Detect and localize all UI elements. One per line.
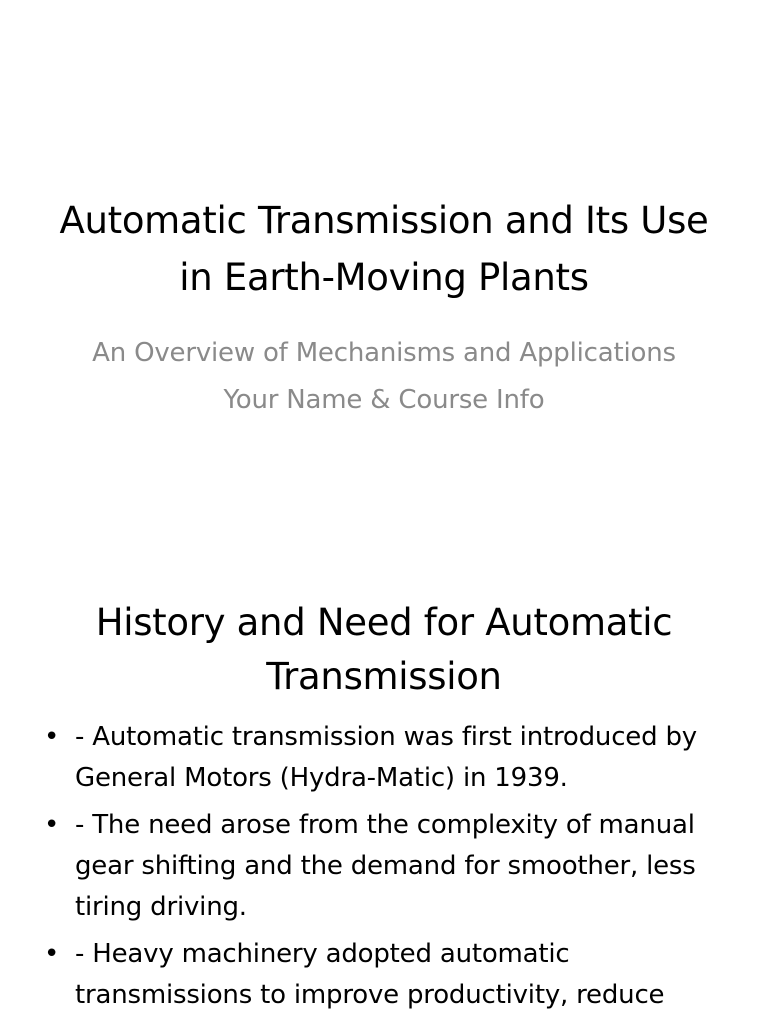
history-slide	[0, 576, 768, 1024]
subtitle-line: An Overview of Mechanisms and Applications	[92, 338, 676, 368]
author-line: Your Name & Course Info	[223, 385, 545, 415]
bullet-text: - Heavy machinery adopted automatic transmissions to improve productivity, reduce	[75, 939, 665, 1010]
bullet-item	[40, 805, 730, 928]
bullet-item	[40, 717, 730, 799]
bullet-item	[40, 934, 730, 1016]
bullet-icon: •	[44, 939, 60, 969]
bullet-text: - The need arose from the complexity of manual gear shifting and the demand for smoother, less tiring driving.	[75, 810, 696, 922]
slide-title: History and Need for Automatic Transmission	[95, 601, 673, 698]
bullet-icon: •	[44, 722, 60, 752]
bullet-icon: •	[44, 810, 60, 840]
bullet-list	[40, 717, 730, 1022]
bullet-text: - Automatic transmission was first introduced by General Motors (Hydra-Matic) in 1939.	[75, 722, 697, 793]
slide-title: Automatic Transmission and Its Use in Earth-Moving Plants	[59, 199, 709, 299]
slide-subtitle	[80, 333, 688, 421]
